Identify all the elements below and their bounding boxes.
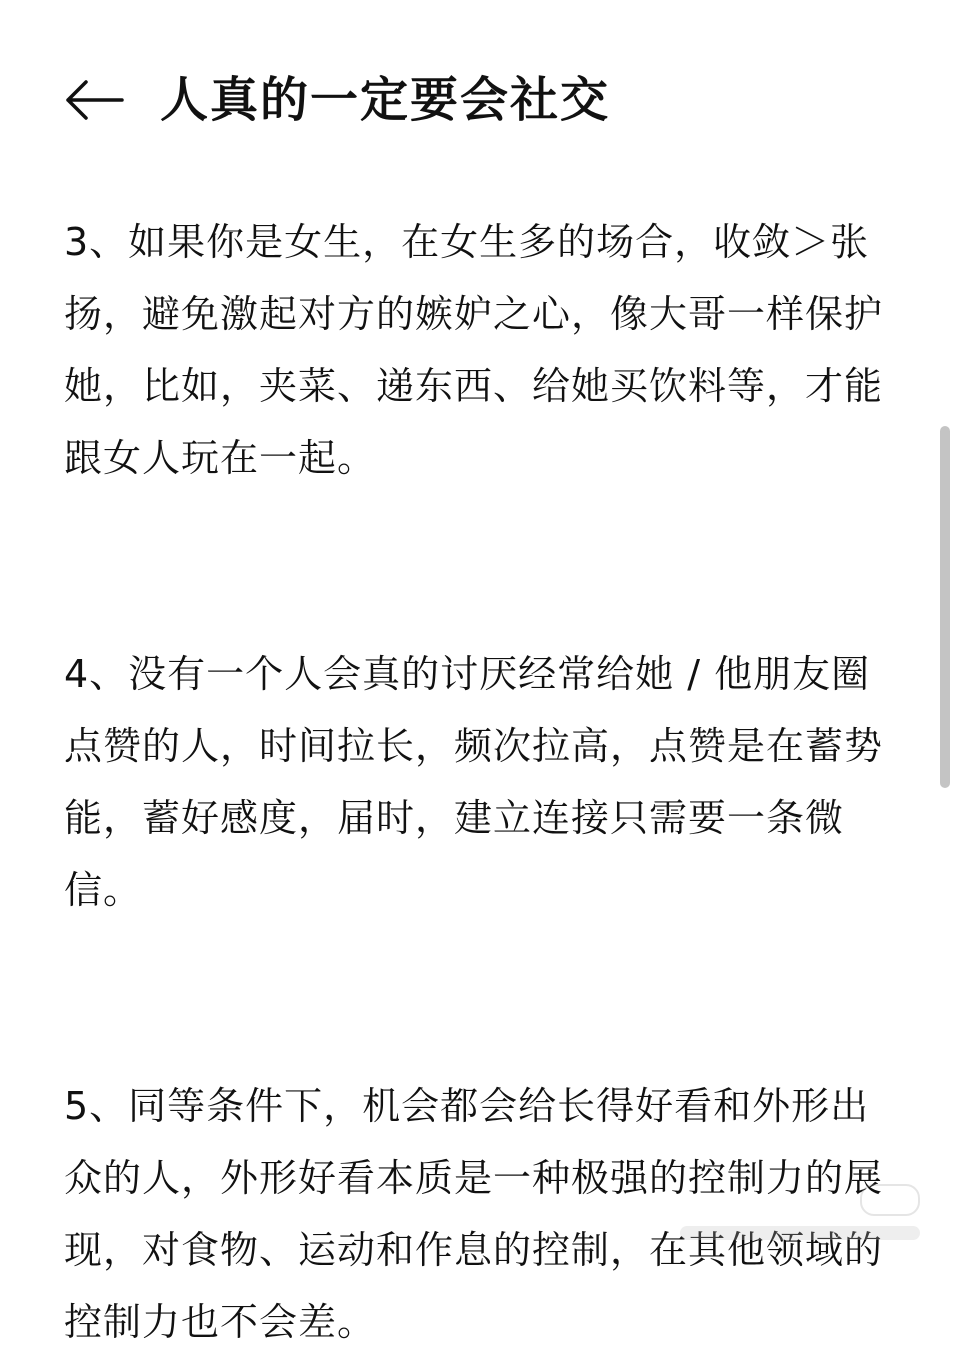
paragraph-4: 4、没有一个人会真的讨厌经常给她 / 他朋友圈点赞的人，时间拉长，频次拉高，点赞是在蓄势能，蓄好感度，届时，建立连接只需要一条微信。 <box>64 652 884 912</box>
paragraph-3: 3、如果你是女生，在女生多的场合，收敛＞张扬，避免激起对方的嫉妒之心，像大哥一样保护她，比如，夹菜、递东西、给她买饮料等，才能跟女人玩在一起。 <box>64 220 884 480</box>
arrow-left-icon <box>62 78 126 122</box>
watermark-text-blur <box>680 1226 920 1240</box>
top-bar <box>0 58 960 148</box>
back-button[interactable] <box>62 78 126 122</box>
watermark-logo-icon <box>860 1184 920 1216</box>
watermark <box>680 1184 920 1240</box>
paragraph-5: 5、同等条件下，机会都会给长得好看和外形出众的人，外形好看本质是一种极强的控制力的展现，对食物、运动和作息的控制，在其他领域的控制力也不会差。 <box>64 1084 884 1344</box>
scrollbar-thumb[interactable] <box>940 426 950 788</box>
page-title: 人真的一定要会社交 <box>160 72 611 128</box>
